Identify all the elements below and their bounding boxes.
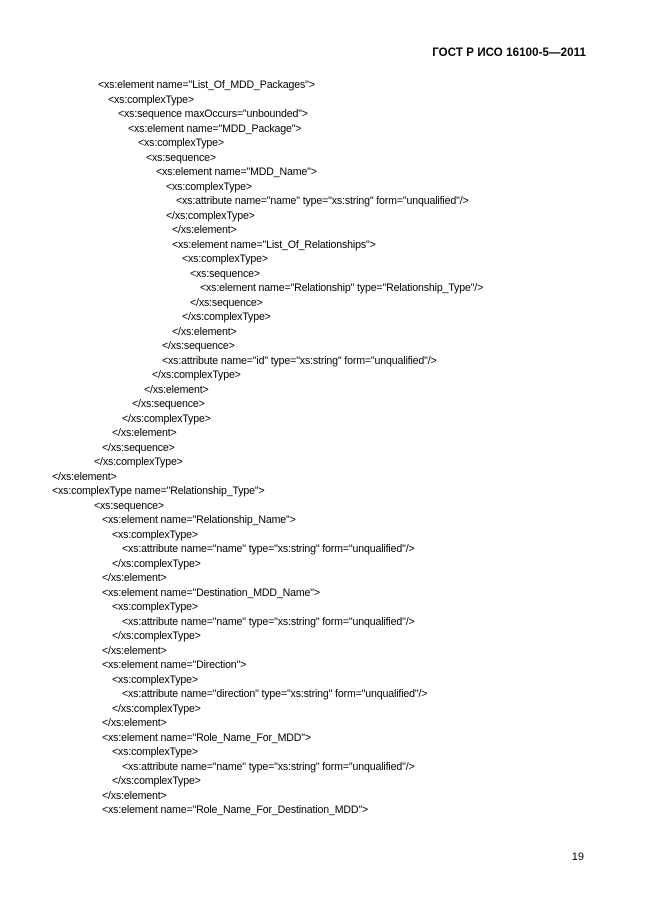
- code-line: <xs:element name="MDD_Name">: [156, 166, 317, 178]
- code-line: </xs:element>: [102, 717, 167, 729]
- code-line: <xs:complexType>: [112, 746, 198, 758]
- code-line: </xs:complexType>: [122, 412, 211, 425]
- code-line: </xs:sequence>: [190, 296, 263, 309]
- code-line: <xs:attribute name="name" type="xs:string" form="unqualified"/>: [122, 615, 415, 628]
- code-line: <xs:complexType>: [166, 180, 252, 193]
- code-line: <xs:attribute name="id" type="xs:string" form="unqualified"/>: [162, 354, 437, 367]
- code-line: <xs:complexType>: [112, 601, 198, 613]
- code-line: </xs:complexType>: [166, 209, 255, 222]
- code-line: </xs:complexType>: [182, 311, 271, 323]
- code-line: </xs:element>: [102, 572, 167, 584]
- code-line: <xs:element name="List_Of_MDD_Packages">: [98, 79, 315, 91]
- code-line: </xs:complexType>: [152, 369, 241, 381]
- code-line: <xs:element name="Role_Name_For_Destination_MDD">: [102, 804, 369, 816]
- code-line: </xs:element>: [172, 325, 237, 338]
- code-line: </xs:complexType>: [112, 775, 201, 787]
- code-line: </xs:element>: [112, 427, 177, 439]
- code-line: </xs:complexType>: [112, 630, 201, 642]
- code-line: <xs:sequence>: [94, 499, 164, 512]
- code-line: </xs:element>: [102, 789, 167, 802]
- code-line: </xs:element>: [144, 383, 209, 396]
- code-line: <xs:attribute name="name" type="xs:string" form="unqualified"/>: [122, 543, 415, 555]
- code-line: </xs:sequence>: [102, 441, 175, 454]
- code-line: <xs:complexType>: [182, 253, 268, 265]
- code-line: </xs:sequence>: [162, 340, 235, 352]
- code-line: <xs:complexType>: [112, 528, 198, 541]
- standard-header: ГОСТ Р ИСО 16100-5—2011: [432, 47, 586, 59]
- code-line: </xs:sequence>: [132, 398, 205, 410]
- code-line: </xs:complexType>: [94, 456, 183, 468]
- code-line: <xs:element name="MDD_Package">: [128, 122, 302, 135]
- code-line: <xs:element name="Destination_MDD_Name">: [102, 586, 320, 599]
- code-line: <xs:complexType>: [112, 673, 198, 686]
- code-line: <xs:attribute name="direction" type="xs:string" form="unqualified"/>: [122, 688, 428, 700]
- code-line: <xs:element name="Role_Name_For_MDD">: [102, 731, 311, 744]
- code-line: <xs:element name="Relationship_Name">: [102, 514, 296, 526]
- code-line: <xs:complexType name="Relationship_Type">: [52, 485, 265, 497]
- code-line: <xs:element name="Direction">: [102, 659, 247, 671]
- code-line: <xs:complexType>: [138, 137, 224, 149]
- code-line: </xs:complexType>: [112, 702, 201, 715]
- code-line: <xs:complexType>: [108, 93, 194, 106]
- code-line: <xs:element name="Relationship" type="Relationship_Type"/>: [200, 282, 484, 294]
- code-line: <xs:attribute name="name" type="xs:string" form="unqualified"/>: [122, 760, 415, 773]
- code-line: </xs:element>: [102, 644, 167, 657]
- code-line: </xs:complexType>: [112, 557, 201, 570]
- code-line: <xs:sequence>: [190, 267, 260, 280]
- code-line: </xs:element>: [52, 470, 117, 483]
- code-line: <xs:sequence>: [146, 151, 216, 164]
- code-line: <xs:element name="List_Of_Relationships">: [172, 238, 376, 251]
- code-line: </xs:element>: [172, 224, 237, 236]
- page-number: 19: [571, 851, 584, 863]
- code-line: <xs:attribute name="name" type="xs:string" form="unqualified"/>: [176, 195, 469, 207]
- code-line: <xs:sequence maxOccurs="unbounded">: [118, 108, 308, 120]
